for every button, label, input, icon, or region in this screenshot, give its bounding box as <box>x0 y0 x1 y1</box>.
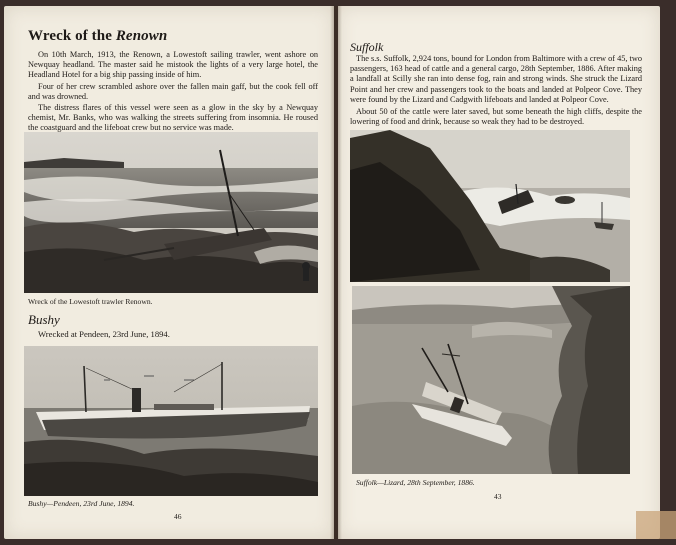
page-title <box>28 28 167 45</box>
suffolk-paragraph-2: About 50 of the cattle were later saved, but some beneath the high cliffs, despite the lowering of food and drink, because so weak they had to be destroyed. <box>350 107 642 127</box>
book-gutter <box>330 6 342 539</box>
page-edge-stain <box>636 511 676 539</box>
suffolk-cliff-photo <box>350 130 630 282</box>
page-number-right: 43 <box>494 492 502 501</box>
renown-paragraph-1: On 10th March, 1913, the Renown, a Lowestoft sailing trawler, went ashore on Newquay headland. The master said he mistook the lights of a very large hotel, the Headland Hotel for a big ship passing inside of him. <box>28 50 318 80</box>
bushy-subtitle: Wrecked at Pendeen, 23rd June, 1894. <box>38 329 170 339</box>
renown-wreck-photo <box>24 132 318 293</box>
renown-paragraph-3: The distress flares of this vessel were seen as a glow in the sky by a Newquay chemist, Mr. Banks, who was walking the streets suffering from insomnia. He roused the coastguard and the lifeboat crew but no service was made. <box>28 103 318 133</box>
suffolk-caption: Suffolk—Lizard, 28th September, 1886. <box>356 478 475 487</box>
suffolk-wreck-photo <box>352 286 630 474</box>
page-number-left: 46 <box>174 512 182 521</box>
bushy-heading: Bushy <box>28 312 60 327</box>
renown-paragraph-2: Four of her crew scrambled ashore over the fallen main gaff, but the cook fell off and was drowned. <box>28 82 318 102</box>
left-page <box>4 6 334 539</box>
title-prefix: Wreck of the <box>28 28 116 44</box>
suffolk-heading: Suffolk <box>350 40 384 54</box>
title-ship-name: Renown <box>115 28 168 44</box>
renown-caption: Wreck of the Lowestoft trawler Renown. <box>28 297 153 306</box>
bushy-caption: Bushy—Pendeen, 23rd June, 1894. <box>28 499 135 508</box>
right-page <box>338 6 660 539</box>
bushy-wreck-photo <box>24 346 318 496</box>
suffolk-paragraph-1: The s.s. Suffolk, 2,924 tons, bound for London from Baltimore with a crew of 45, two passengers, 163 head of cattle and a general cargo, 28th September, 1886. After making a landfall at Scilly she ran into dense fog, rain and strong winds. She struck the Lizard Point and her crew and passengers took to the boats and landed at Polpeor Cove. They were found by the Lizard and Cadgwith lifeboats and landed at Polpeor Cove. <box>350 54 642 104</box>
